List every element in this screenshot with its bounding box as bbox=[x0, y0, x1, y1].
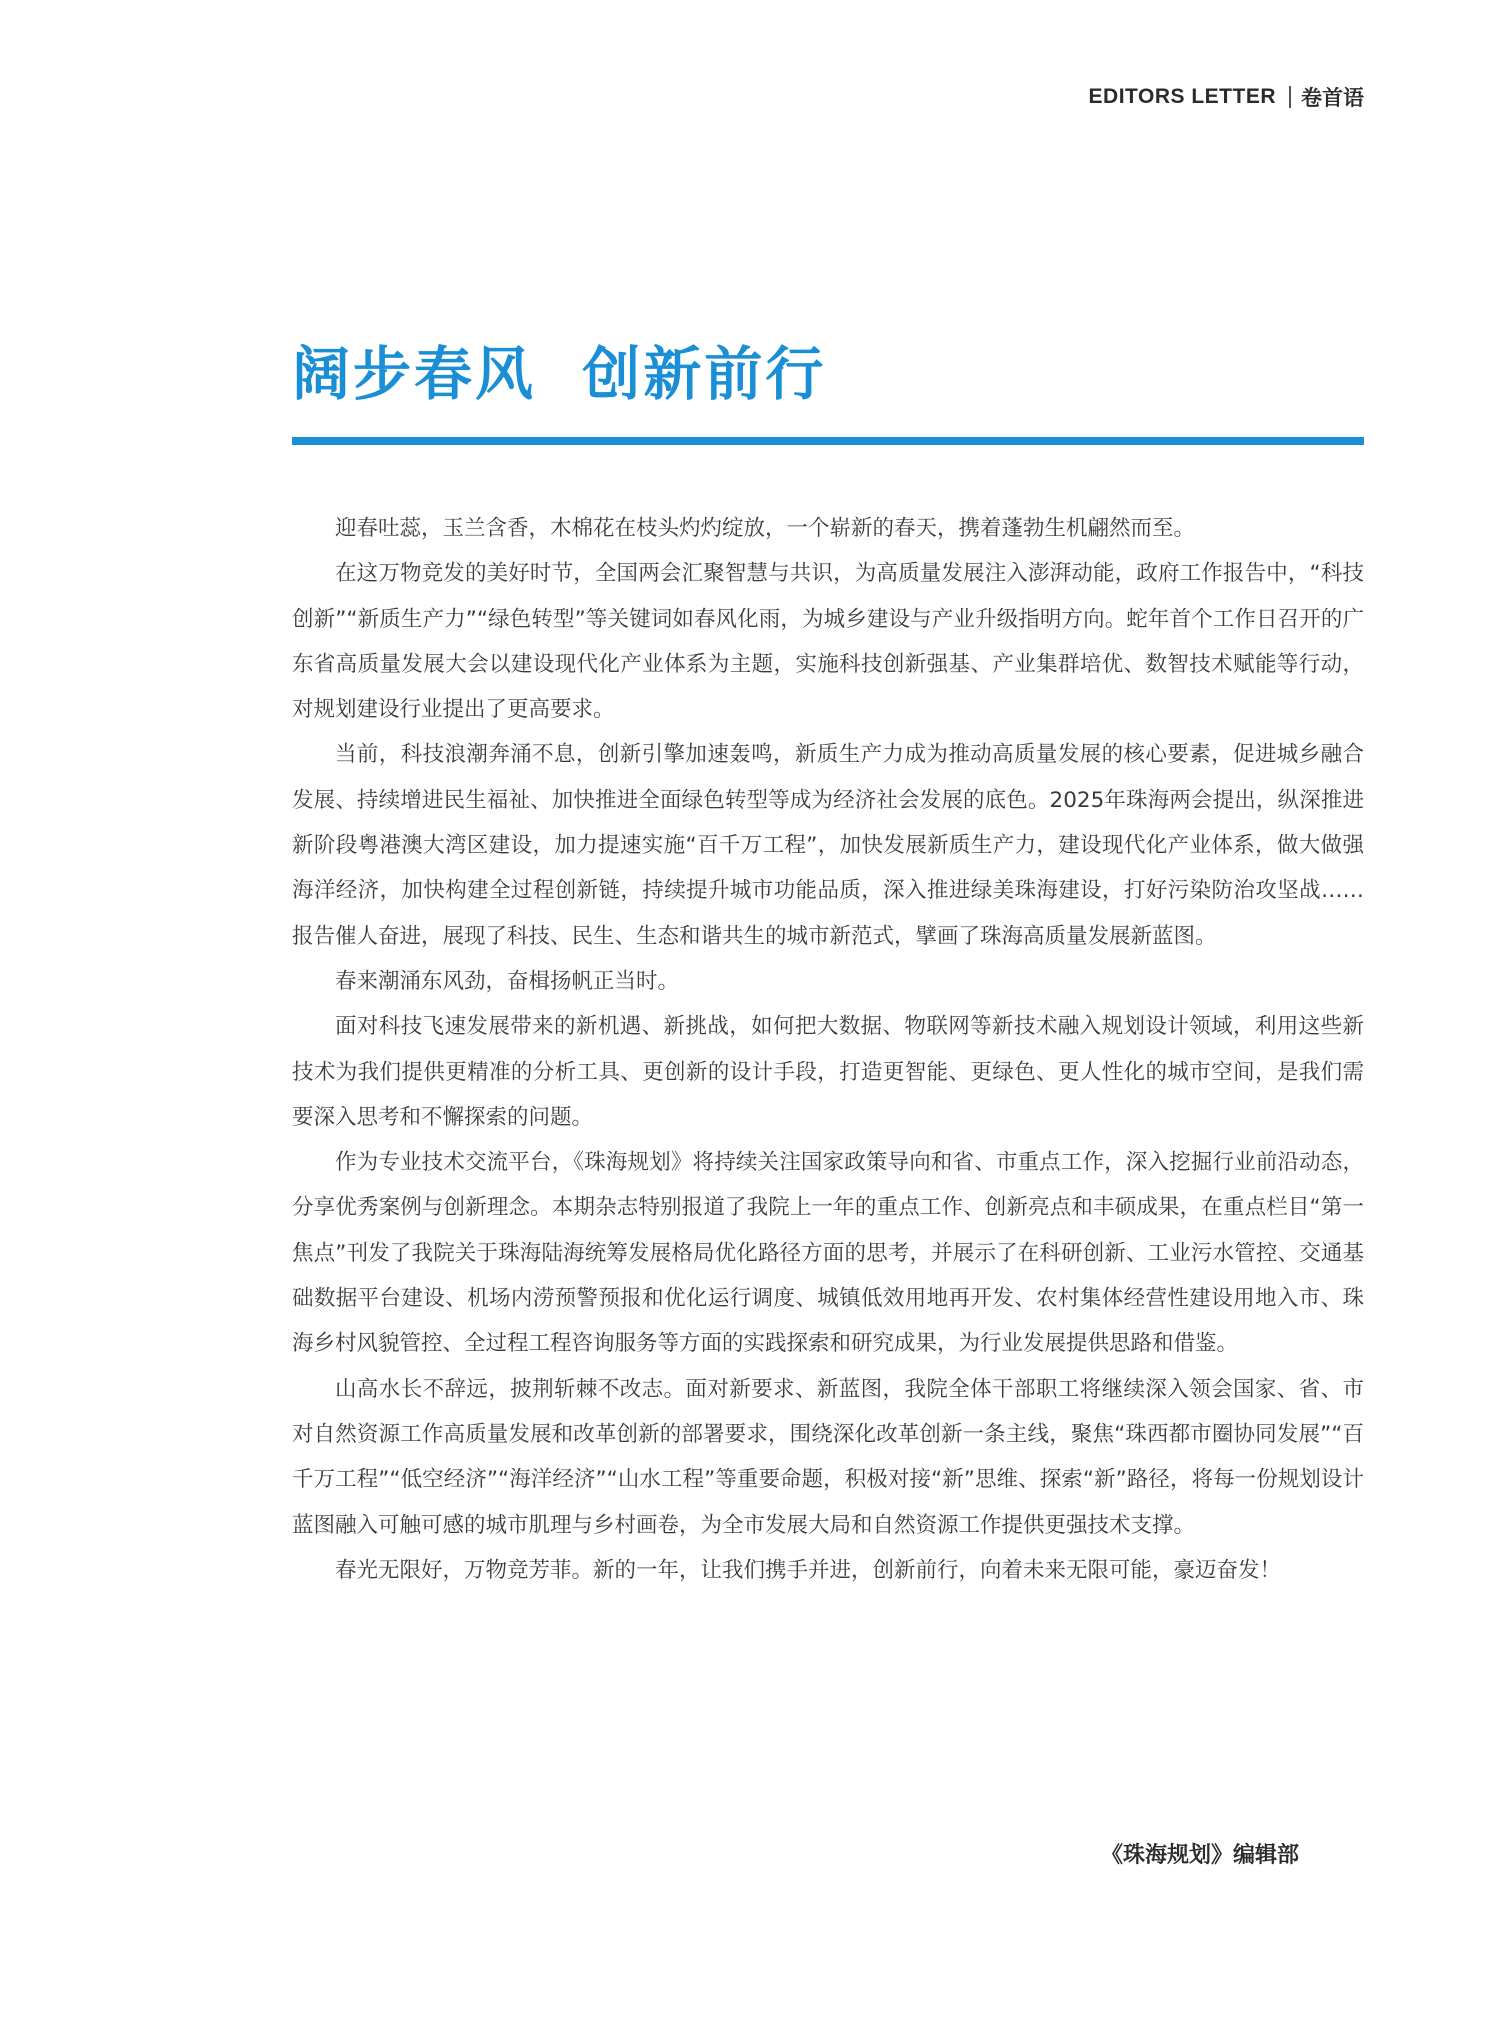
paragraph: 春来潮涌东风劲，奋楫扬帆正当时。 bbox=[335, 968, 680, 994]
section-label-cn: 卷首语 bbox=[1301, 87, 1364, 110]
header-divider bbox=[1289, 86, 1291, 108]
article-body bbox=[292, 506, 1364, 1593]
title-underline bbox=[292, 437, 1364, 445]
article-title: 阔步春风 创新前行 bbox=[292, 340, 827, 408]
paragraph: 山高水长不辞远，披荆斩棘不改志。面对新要求、新蓝图，我院全体干部职工将继续深入领会国家、省、市对自然资源工作高质量发展和改革创新的部署要求，围绕深化改革创新一条主线，聚焦“珠西都市圈协同发展”“百千万工程”“低空经济”“海洋经济”“山水工程”等重要命题，积极对接“新”思维、探索“新”路径，将每一份规划设计蓝图融入可触可感的城市肌理与乡村画卷，为全市发展大局和自然资源工作提供更强技术支撑。 bbox=[292, 1376, 1364, 1538]
signature: 《珠海规划》编辑部 bbox=[1100, 1843, 1299, 1868]
paragraph: 春光无限好，万物竞芳菲。新的一年，让我们携手并进，创新前行，向着未来无限可能，豪迈奋发！ bbox=[335, 1557, 1282, 1583]
paragraph: 迎春吐蕊，玉兰含香，木棉花在枝头灼灼绽放，一个崭新的春天，携着蓬勃生机翩然而至。 bbox=[335, 516, 1196, 541]
section-label-en: EDITORS LETTER bbox=[1088, 85, 1276, 108]
paragraph: 在这万物竞发的美好时节，全国两会汇聚智慧与共识，为高质量发展注入澎湃动能，政府工作报告中，“科技创新”“新质生产力”“绿色转型”等关键词如春风化雨，为城乡建设与产业升级指明方向。蛇年首个工作日召开的广东省高质量发展大会以建设现代化产业体系为主题，实施科技创新强基、产业集群培优、数智技术赋能等行动，对规划建设行业提出了更高要求。 bbox=[292, 561, 1364, 723]
paragraph: 面对科技飞速发展带来的新机遇、新挑战，如何把大数据、物联网等新技术融入规划设计领域，利用这些新技术为我们提供更精准的分析工具、更创新的设计手段，打造更智能、更绿色、更人性化的城市空间，是我们需要深入思考和不懈探索的问题。 bbox=[292, 1014, 1364, 1130]
paragraph: 当前，科技浪潮奔涌不息，创新引擎加速轰鸣，新质生产力成为推动高质量发展的核心要素，促进城乡融合发展、持续增进民生福祉、加快推进全面绿色转型等成为经济社会发展的底色。2025年珠海两会提出，纵深推进新阶段粤港澳大湾区建设，加力提速实施“百千万工程”，加快发展新质生产力，建设现代化产业体系，做大做强海洋经济，加快构建全过程创新链，持续提升城市功能品质，深入推进绿美珠海建设，打好污染防治攻坚战……报告催人奋进，展现了科技、民生、生态和谐共生的城市新范式，擘画了珠海高质量发展新蓝图。 bbox=[292, 742, 1364, 949]
section-header bbox=[1089, 82, 1364, 112]
paragraph: 作为专业技术交流平台，《珠海规划》将持续关注国家政策导向和省、市重点工作，深入挖掘行业前沿动态，分享优秀案例与创新理念。本期杂志特别报道了我院上一年的重点工作、创新亮点和丰硕成果，在重点栏目“第一焦点”刊发了我院关于珠海陆海统筹发展格局优化路径方面的思考，并展示了在科研创新、工业污水管控、交通基础数据平台建设、机场内涝预警预报和优化运行调度、城镇低效用地再开发、农村集体经营性建设用地入市、珠海乡村风貌管控、全过程工程咨询服务等方面的实践探索和研究成果，为行业发展提供思路和借鉴。 bbox=[292, 1150, 1364, 1357]
